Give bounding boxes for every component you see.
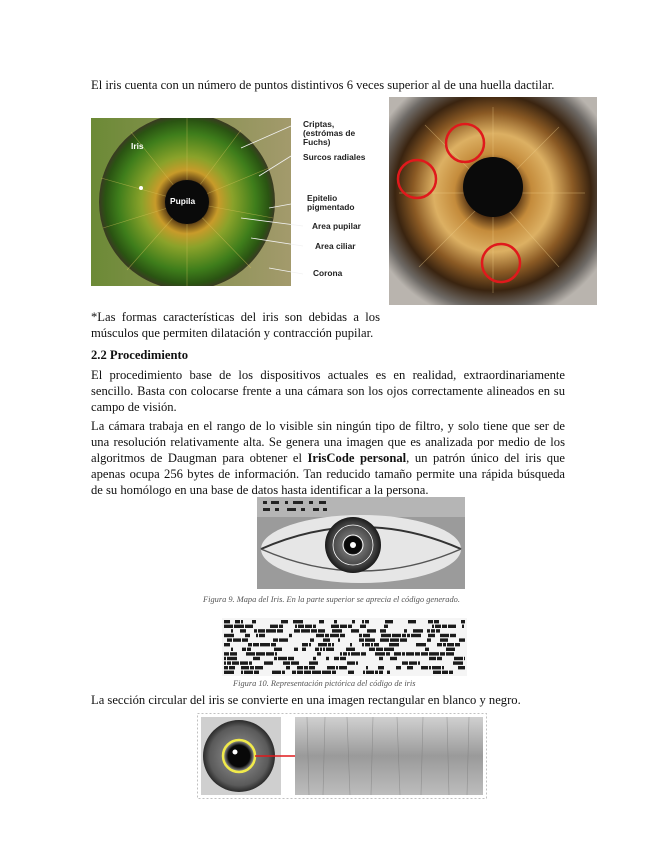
iriscode-bit	[458, 666, 465, 669]
iriscode-bit	[340, 625, 347, 628]
iriscode-bit	[448, 625, 456, 628]
iriscode-bit	[264, 661, 273, 664]
iriscode-bit	[350, 643, 352, 646]
iriscode-bit	[227, 657, 237, 660]
label-surcos: Surcos radiales	[303, 152, 366, 162]
iriscode-bit	[224, 671, 234, 674]
paragraph-3: La sección circular del iris se convierte en una imagen rectangular en blanco y negro.	[91, 693, 521, 707]
iriscode-bit	[233, 638, 241, 641]
iris-closeup-photo	[389, 97, 597, 305]
iriscode-bit	[224, 652, 229, 655]
iriscode-bit	[245, 634, 250, 637]
iriscode-bit	[240, 661, 248, 664]
iriscode-bit	[315, 648, 319, 651]
figure-10-caption: Figura 10. Representación pictórica del código de iris	[233, 679, 416, 688]
label-corona: Corona	[313, 268, 343, 278]
iriscode-bit	[429, 652, 439, 655]
iriscode-bit	[352, 620, 355, 623]
iriscode-bit	[325, 634, 329, 637]
iriscode-bit	[250, 666, 254, 669]
iriscode-bit	[432, 625, 434, 628]
iriscode-bit	[365, 638, 375, 641]
iriscode-bit	[409, 661, 417, 664]
iriscode-bit	[361, 652, 366, 655]
note-line-2: músculos que permiten dilatación y contracción pupilar.	[91, 326, 374, 340]
iriscode-bit	[272, 671, 281, 674]
iriscode-bit	[386, 652, 390, 655]
iriscode-bit	[271, 643, 276, 646]
iriscode-bit	[416, 643, 426, 646]
iriscode-bit	[402, 634, 406, 637]
iriscode-bit	[277, 629, 283, 632]
iriscode-bit	[275, 652, 277, 655]
iriscode-bit	[343, 652, 347, 655]
iriscode-bit	[389, 643, 399, 646]
iris-anatomy-figure	[91, 118, 377, 286]
iriscode-bit	[387, 671, 390, 674]
iriscode-bit	[224, 657, 226, 660]
iriscode-bit	[436, 629, 440, 632]
iriscode-bit	[309, 666, 315, 669]
iriscode-bit	[340, 652, 342, 655]
iriscode-bit	[432, 666, 441, 669]
iriscode-bit	[297, 666, 303, 669]
iriscode-bit	[319, 620, 324, 623]
label-criptas-2: (estrómas de	[303, 128, 356, 138]
iriscode-bit	[348, 652, 350, 655]
iriscode-bit	[227, 638, 232, 641]
iriscode-bit	[266, 629, 276, 632]
iriscode-bit	[312, 671, 321, 674]
iriscode-bit	[402, 661, 408, 664]
iriscode-bit	[224, 620, 230, 623]
iriscode-bit	[363, 671, 365, 674]
iriscode-bit	[433, 671, 441, 674]
figure-10-iriscode	[222, 618, 467, 676]
iriscode-bit	[392, 634, 401, 637]
iriscode-bit	[294, 629, 300, 632]
iriscode-bit	[318, 629, 325, 632]
iriscode-bit	[326, 648, 334, 651]
iriscode-bit	[270, 625, 278, 628]
iriscode-bit	[336, 666, 338, 669]
iriscode-bit	[425, 648, 429, 651]
iriscode-bit	[440, 634, 449, 637]
iriscode-bit	[407, 634, 410, 637]
iriscode-bit	[366, 666, 368, 669]
iriscode-bit	[380, 638, 389, 641]
iriscode-bit	[459, 638, 465, 641]
iriscode-bit	[302, 648, 306, 651]
iriscode-bit	[362, 643, 364, 646]
iriscode-bit	[437, 657, 442, 660]
iriscode-bit	[434, 620, 439, 623]
iriscode-bit	[241, 671, 243, 674]
section-heading: 2.2 Procedimiento	[91, 348, 188, 362]
label-pupila: Pupila	[170, 196, 196, 206]
iriscode-bit	[332, 629, 342, 632]
iriscode-bit	[242, 648, 246, 651]
iriscode-bit	[274, 648, 282, 651]
iriscode-bit	[332, 671, 336, 674]
iriscode-bit	[453, 661, 463, 664]
iriscode-bit	[224, 666, 228, 669]
iriscode-bit	[428, 634, 435, 637]
iriscode-bit	[396, 666, 401, 669]
iriscode-bit	[449, 671, 453, 674]
iriscode-bit	[322, 671, 331, 674]
label-epitelio-2: pigmentado	[307, 202, 355, 212]
iriscode-bit	[252, 620, 256, 623]
paragraph-2-text-b: , un patrón único del iris que apenas ocupa 256 bytes de información. Tan reducido tamaño permite una rápida búsqueda de su homólogo en una base de datos hasta identificar a la persona.	[91, 451, 565, 497]
iriscode-bit	[244, 671, 253, 674]
iriscode-bit	[404, 629, 407, 632]
iriscode-bit	[318, 643, 327, 646]
iriscode-bit	[247, 648, 251, 651]
iriscode-bit	[249, 661, 252, 664]
iriscode-bit	[462, 625, 464, 628]
iriscode-bit	[455, 643, 460, 646]
iriscode-bit	[255, 666, 263, 669]
iriscode-bit	[317, 652, 321, 655]
iriscode-bit	[428, 620, 433, 623]
iriscode-bit	[413, 629, 423, 632]
iriscode-bit	[245, 625, 253, 628]
iriscode-bit	[415, 652, 420, 655]
iriscode-bit	[273, 638, 278, 641]
iriscode-bit	[374, 643, 379, 646]
iriscode-bit	[230, 652, 237, 655]
iriscode-bit	[224, 625, 233, 628]
iriscode-bit	[421, 666, 428, 669]
label-area-pupilar: Area pupilar	[312, 221, 361, 231]
iriscode-bit	[313, 657, 316, 660]
iriscode-bit	[309, 643, 311, 646]
iriscode-bit	[254, 671, 259, 674]
iriscode-bit	[288, 657, 294, 660]
iriscode-bit	[407, 666, 413, 669]
intro-line: El iris cuenta con un número de puntos distintivos 6 veces superior al de una huella dactilar.	[91, 78, 555, 92]
iriscode-bit	[365, 620, 369, 623]
iriscode-bit	[316, 634, 324, 637]
iriscode-bit	[442, 671, 448, 674]
iriscode-bit	[384, 648, 394, 651]
iriscode-bit	[334, 620, 337, 623]
iriscode-bit	[375, 671, 378, 674]
iriscode-bit	[248, 643, 252, 646]
iriscode-bit	[332, 643, 334, 646]
iriscode-bit	[351, 629, 359, 632]
iriscode-bit	[231, 648, 233, 651]
iriscode-bit	[231, 629, 233, 632]
iriscode-bit	[283, 661, 290, 664]
iriscode-bit	[323, 648, 325, 651]
iriscode-bit	[394, 652, 401, 655]
iriscode-bit	[323, 638, 330, 641]
iriscode-bit	[375, 652, 385, 655]
iriscode-bit	[379, 657, 383, 660]
iriscode-bit	[294, 648, 298, 651]
iriscode-bit	[440, 638, 448, 641]
iriscode-bit	[286, 666, 290, 669]
iriscode-bit	[363, 634, 370, 637]
iriscode-bit	[367, 629, 376, 632]
iriscode-bit	[450, 634, 456, 637]
iriscode-bit	[390, 638, 399, 641]
iriscode-bit	[359, 638, 364, 641]
iris-unwrap-figure	[197, 713, 487, 799]
iriscode-bit	[326, 657, 329, 660]
iriscode-bit	[461, 620, 465, 623]
iriscode-bit	[320, 648, 322, 651]
iriscode-bit	[260, 643, 270, 646]
iriscode-bit	[234, 625, 244, 628]
iriscode-bit	[348, 625, 352, 628]
iriscode-bit	[402, 652, 405, 655]
iriscode-bit	[362, 620, 364, 623]
iriscode-bit	[309, 661, 318, 664]
iriscode-bit	[229, 666, 235, 669]
iriscode-bit	[279, 625, 283, 628]
iriscode-bit	[338, 638, 340, 641]
iriscode-bit	[442, 625, 447, 628]
iriscode-bit	[274, 657, 277, 660]
iriscode-bit	[365, 643, 370, 646]
iriscode-bit	[289, 634, 292, 637]
iriscode-bit	[356, 661, 358, 664]
iriscode-bit	[446, 652, 454, 655]
iriscode-bit	[347, 661, 355, 664]
iriscode-bit	[242, 638, 248, 641]
iriscode-bit	[334, 657, 339, 660]
iriscode-bit	[301, 629, 310, 632]
iriscode-bit	[253, 643, 259, 646]
iriscode-bit	[431, 629, 435, 632]
iriscode-bit	[400, 638, 407, 641]
paragraph-1: El procedimiento base de los dispositivos actuales es en realidad, extraordinariamente sencillo. Basta con colocarse frente a una cámara son los ojos correctamente alineados en su campo de visión.	[91, 368, 565, 414]
iriscode-bit	[369, 648, 375, 651]
label-criptas-3: Fuchs)	[303, 137, 331, 147]
iriscode-bit	[408, 620, 416, 623]
iriscode-bit	[313, 625, 316, 628]
iriscode-bit	[464, 657, 465, 660]
iriscode-bit	[447, 643, 454, 646]
iriscode-bit	[254, 629, 257, 632]
iriscode-bit	[437, 643, 442, 646]
iriscode-bit	[281, 620, 288, 623]
iriscode-bit	[346, 648, 355, 651]
iriscode-bit	[340, 657, 346, 660]
iriscode-bit	[330, 634, 339, 637]
iriscode-bit	[446, 648, 455, 651]
iriscode-bit	[266, 652, 274, 655]
iriscode-bit	[327, 666, 335, 669]
iriscode-bit	[442, 666, 444, 669]
iriscode-bit	[371, 643, 373, 646]
iriscode-bit	[380, 629, 386, 632]
iriscode-bit	[385, 620, 393, 623]
iriscode-bit	[298, 625, 304, 628]
iriscode-bit	[359, 634, 362, 637]
iriscode-bit	[282, 671, 285, 674]
iriscode-bit	[421, 652, 428, 655]
iriscode-bit	[241, 620, 243, 623]
iriscode-bit	[293, 620, 303, 623]
iriscode-bit	[454, 657, 463, 660]
figure-9-eye-image	[257, 497, 465, 589]
iriscode-bit	[253, 657, 260, 660]
iriscode-bit	[360, 625, 366, 628]
iriscode-bit	[311, 629, 317, 632]
iriscode-bit	[348, 671, 354, 674]
iriscode-bit	[381, 634, 391, 637]
iriscode-bit	[435, 625, 441, 628]
iriscode-bit	[291, 661, 299, 664]
iriscode-bit	[256, 634, 258, 637]
paragraph-2	[91, 418, 565, 498]
iriscode-bit	[418, 661, 420, 664]
iriscode-bit	[384, 625, 388, 628]
iriscode-bit	[427, 629, 430, 632]
iriscode-bit	[390, 657, 397, 660]
iriscode-bit	[427, 638, 431, 641]
iriscode-bit	[310, 638, 314, 641]
iriscode-bit	[259, 634, 265, 637]
iriscode-bit	[227, 661, 231, 664]
iriscode-bit	[304, 666, 308, 669]
iriscode-bit	[292, 671, 296, 674]
iriscode-bit	[440, 652, 445, 655]
iriscode-bit	[295, 625, 297, 628]
iriscode-bit	[241, 666, 249, 669]
paragraph-2-text-a: La cámara trabaja en el rango de lo visible sin ningún tipo de filtro, y solo tiene que ser de una resolución relativamente alta. Se genera una imagen que es analizada por medio de los algoritmos de Daugman para obtener el	[91, 419, 565, 465]
label-epitelio: Epitelio	[307, 193, 338, 203]
iriscode-bit	[331, 625, 339, 628]
iriscode-bold: IrisCode personal	[307, 451, 407, 465]
iriscode-bit	[406, 652, 414, 655]
iriscode-bit	[443, 643, 446, 646]
iriscode-bit	[379, 671, 383, 674]
note-line-1: *Las formas características del iris son debidas a los	[91, 310, 380, 324]
iriscode-bit	[305, 625, 312, 628]
iriscode-bit	[235, 620, 240, 623]
iriscode-bit	[240, 629, 246, 632]
iriscode-bit	[340, 634, 345, 637]
iriscode-bit	[429, 666, 431, 669]
iriscode-bit	[279, 638, 288, 641]
iriscode-pattern	[222, 618, 467, 676]
iriscode-bit	[297, 671, 303, 674]
iriscode-bit	[304, 671, 311, 674]
iriscode-bit	[376, 648, 383, 651]
iriscode-bit	[278, 657, 287, 660]
iriscode-bit	[429, 657, 436, 660]
iriscode-bit	[224, 643, 230, 646]
iriscode-bit	[224, 661, 226, 664]
label-iris: Iris	[131, 141, 144, 151]
iriscode-bit	[339, 666, 347, 669]
figure-9-caption: Figura 9. Mapa del Iris. En la parte superior se aprecia el código generado.	[203, 595, 460, 604]
iriscode-bit	[366, 671, 374, 674]
iriscode-bit	[256, 652, 265, 655]
iriscode-bit	[224, 634, 234, 637]
label-criptas: Criptas,	[303, 119, 335, 129]
iriscode-bit	[351, 652, 360, 655]
iriscode-bit	[378, 666, 384, 669]
iriscode-bit	[246, 652, 255, 655]
iriscode-bit	[302, 643, 308, 646]
iriscode-bit	[232, 661, 239, 664]
iriscode-bit	[328, 643, 331, 646]
iriscode-bit	[411, 634, 421, 637]
label-area-ciliar: Area ciliar	[315, 241, 356, 251]
iriscode-bit	[258, 629, 265, 632]
